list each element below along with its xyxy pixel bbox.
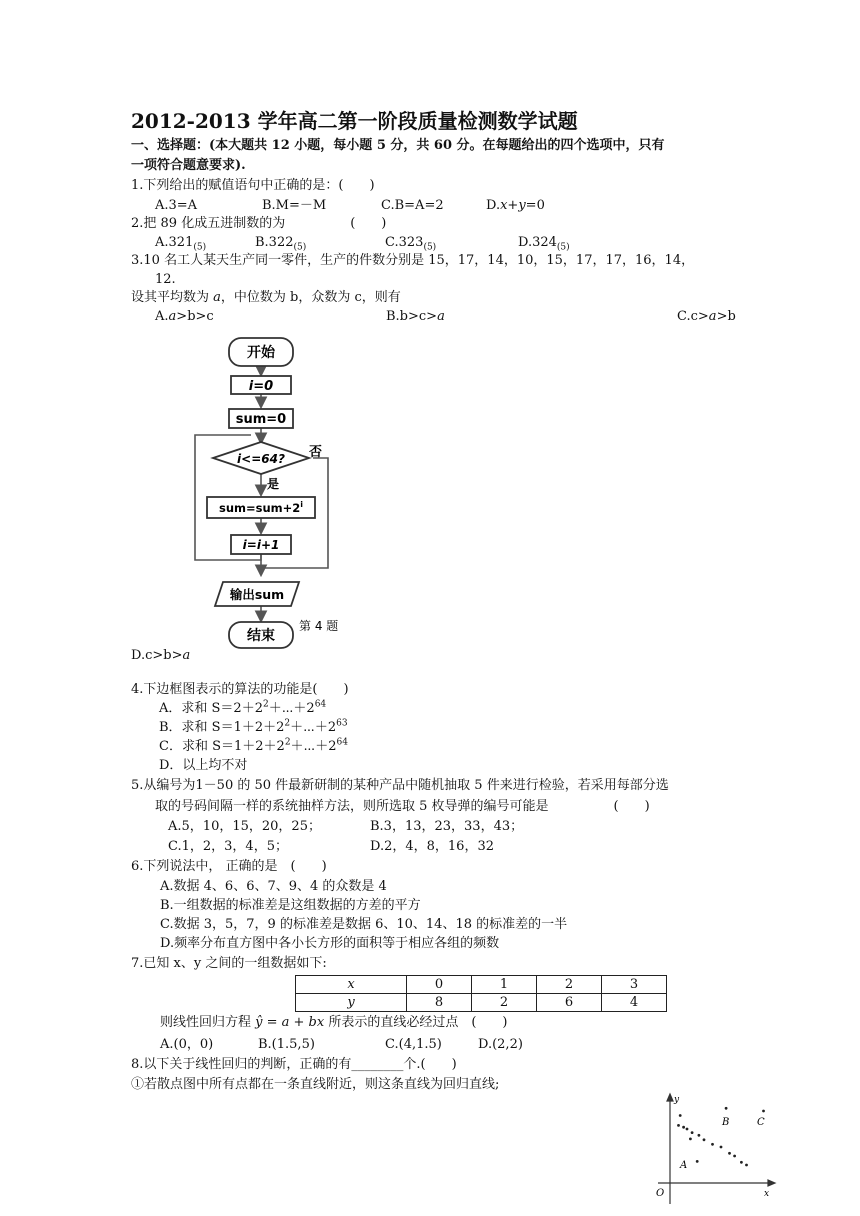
q5-option-a: A.5，10，15，20，25； bbox=[168, 819, 321, 834]
flowchart-caption: 第 4 题 bbox=[299, 619, 339, 633]
scatter-point bbox=[703, 1138, 706, 1141]
flowchart-body-text bbox=[219, 500, 303, 515]
scatter-points bbox=[677, 1107, 765, 1167]
q4-option-c bbox=[159, 738, 348, 756]
q2-b-base: (5) bbox=[293, 242, 307, 253]
y-axis-arrow bbox=[667, 1094, 673, 1101]
page-title: 2012-2013 学年高二第一阶段质量检测数学试题 bbox=[131, 109, 578, 133]
q1-option-d bbox=[486, 197, 545, 215]
q2-option-d bbox=[518, 234, 570, 252]
q1-option-a: A.3=A bbox=[155, 198, 198, 213]
table-cell: 0 bbox=[407, 976, 472, 994]
q4-a-text: A．求和 S＝2＋2 bbox=[159, 701, 263, 716]
scatter-point bbox=[711, 1143, 714, 1146]
q1-d-prefix: D. bbox=[486, 198, 501, 213]
scatter-point bbox=[691, 1131, 694, 1134]
q5-line2: 取的号码间隔一样的系统抽样方法，则所选取 5 枚导弹的编号可能是 ( ) bbox=[155, 799, 650, 814]
q3-line3 bbox=[131, 289, 401, 307]
q6-option-b: B.一组数据的标准差是这组数据的方差的平方 bbox=[160, 898, 421, 913]
q3-b-text: B.b>c> bbox=[386, 309, 438, 324]
q3-line3-suffix: ，中位数为 b，众数为 c，则有 bbox=[220, 290, 401, 305]
q3-c-prefix: C.c> bbox=[677, 309, 709, 324]
flowchart-output-text: 输出sum bbox=[229, 587, 285, 602]
q7-line bbox=[160, 1014, 507, 1032]
q7-line-suffix: 所表示的直线必经过点 ( ) bbox=[324, 1015, 508, 1030]
table-cell: 1 bbox=[472, 976, 537, 994]
point-a-label: A bbox=[680, 1160, 688, 1171]
q4-option-a bbox=[159, 700, 326, 718]
q2-option-a bbox=[155, 234, 206, 252]
scatter-point bbox=[686, 1128, 689, 1131]
q3-line3-prefix: 设其平均数为 bbox=[131, 290, 214, 305]
scatter-point bbox=[733, 1155, 736, 1158]
q4-c-sup: 2 bbox=[284, 737, 291, 748]
q4-b-sup: 2 bbox=[284, 718, 291, 729]
q3-a-suffix: >b>c bbox=[176, 309, 214, 324]
q4-b-tail: ＋⋯＋2 bbox=[290, 720, 337, 735]
q1-option-c: C.B=A=2 bbox=[381, 198, 444, 213]
q4-b-exp: 63 bbox=[336, 718, 348, 729]
q3-a-prefix: A. bbox=[155, 309, 169, 324]
scatter-point bbox=[740, 1161, 743, 1164]
q4-c-tail: ＋⋯＋2 bbox=[290, 739, 337, 754]
q2-b-text: B.322 bbox=[255, 235, 294, 250]
origin-label: O bbox=[656, 1188, 665, 1199]
scatter-point bbox=[745, 1164, 748, 1167]
scatter-point bbox=[696, 1160, 699, 1163]
q3-d-var: a bbox=[182, 648, 191, 663]
scatter-plot bbox=[640, 1092, 780, 1210]
q2-d-base: (5) bbox=[556, 242, 570, 253]
q1-stem: 1.下列给出的赋值语句中正确的是：( ) bbox=[131, 178, 375, 193]
q2-c-base: (5) bbox=[423, 242, 437, 253]
scatter-point bbox=[725, 1107, 728, 1110]
q3-c-suffix: >b bbox=[716, 309, 736, 324]
q3-line2: 12. bbox=[155, 272, 176, 287]
scatter-point bbox=[762, 1110, 765, 1113]
scatter-point bbox=[720, 1146, 723, 1149]
q4-option-d: D．以上均不对 bbox=[159, 758, 248, 773]
flowchart-start-text: 开始 bbox=[247, 345, 275, 361]
x-axis-arrow bbox=[768, 1180, 775, 1186]
flowchart-diagram bbox=[185, 328, 365, 658]
q4-a-sup: 2 bbox=[262, 699, 269, 710]
q4-stem: 4.下边框图表示的算法的功能是( ) bbox=[131, 682, 349, 697]
q2-c-text: C.323 bbox=[385, 235, 424, 250]
flowchart-increment-text: i=i+1 bbox=[242, 538, 280, 552]
q7-line-prefix: 则线性回归方程 bbox=[160, 1015, 256, 1030]
q4-b-text: B．求和 S＝1＋2＋2 bbox=[159, 720, 285, 735]
scatter-point bbox=[698, 1134, 701, 1137]
q2-option-c bbox=[385, 234, 436, 252]
table-cell: 8 bbox=[407, 994, 472, 1012]
q6-option-a: A.数据 4、6、6、7、9、4 的众数是 4 bbox=[160, 879, 387, 894]
q7-data-table bbox=[295, 975, 667, 1012]
section-header-line2: 一项符合题意要求). bbox=[131, 158, 246, 173]
q7-option-b: B.(1.5,5) bbox=[258, 1037, 315, 1052]
q5-line1: 5.从编号为1－50 的 50 件最新研制的某种产品中随机抽取 5 件来进行检验，若采用每部分选 bbox=[131, 778, 669, 793]
q2-option-b bbox=[255, 234, 306, 252]
q3-d-text: D.c>b> bbox=[131, 648, 183, 663]
q3-option-a bbox=[155, 308, 214, 326]
table-cell: 6 bbox=[537, 994, 602, 1012]
q3-c-var: a bbox=[708, 309, 717, 324]
q8-stem: 8.以下关于线性回归的判断，正确的有________个.( ) bbox=[131, 1057, 457, 1072]
table-header-cell: y bbox=[296, 994, 407, 1012]
scatter-point bbox=[682, 1126, 685, 1129]
scatter-point bbox=[728, 1152, 731, 1155]
q7-equation: ŷ = a + bx bbox=[255, 1015, 325, 1030]
q4-a-exp: 64 bbox=[314, 699, 327, 710]
q3-option-b bbox=[386, 308, 445, 326]
q3-b-var: a bbox=[437, 309, 445, 324]
q1-d-suffix: =0 bbox=[525, 198, 545, 213]
q4-c-text: C．求和 S＝1＋2＋2 bbox=[159, 739, 285, 754]
flowchart-body-sup: i bbox=[300, 500, 304, 509]
q7-option-a: A.(0，0) bbox=[160, 1037, 214, 1052]
flowchart-yes-label: 是 bbox=[267, 477, 280, 491]
point-c-label: C bbox=[757, 1117, 765, 1128]
table-row bbox=[296, 976, 667, 994]
q4-c-exp: 64 bbox=[336, 737, 348, 748]
y-axis-label: y bbox=[674, 1095, 680, 1105]
q7-option-c: C.(4,1.5) bbox=[385, 1037, 442, 1052]
q1-option-b: B.M=－M bbox=[262, 198, 327, 213]
q3-option-d bbox=[131, 647, 190, 665]
table-cell: 3 bbox=[602, 976, 667, 994]
q2-a-base: (5) bbox=[193, 242, 207, 253]
q3-a-var: a bbox=[168, 309, 177, 324]
q1-d-math: x+y bbox=[500, 198, 526, 213]
x-axis-label: x bbox=[764, 1189, 770, 1199]
q8-item1: ①若散点图中所有点都在一条直线附近，则这条直线为回归直线; bbox=[131, 1077, 500, 1092]
table-row bbox=[296, 994, 667, 1012]
table-header-cell: x bbox=[296, 976, 407, 994]
flowchart-decision-text: i<=64? bbox=[237, 452, 285, 466]
flowchart-init-sum-text: sum=0 bbox=[235, 412, 287, 427]
flowchart-end-text: 结束 bbox=[247, 628, 275, 644]
q2-d-text: D.324 bbox=[518, 235, 557, 250]
table-cell: 2 bbox=[537, 976, 602, 994]
q5-option-d: D.2，4，8，16，32 bbox=[370, 839, 494, 854]
q7-stem: 7.已知 x、y 之间的一组数据如下: bbox=[131, 956, 327, 971]
q5-option-b: B.3，13，23，33，43； bbox=[370, 819, 524, 834]
q6-stem: 6.下列说法中， 正确的是 ( ) bbox=[131, 859, 327, 874]
q4-option-b bbox=[159, 719, 348, 737]
section-header-line1: 一、选择题：(本大题共 12 小题，每小题 5 分，共 60 分。在每题给出的四个选项中，只有 bbox=[131, 138, 665, 153]
scatter-point bbox=[679, 1114, 682, 1117]
q2-stem: 2.把 89 化成五进制数的为 ( ) bbox=[131, 216, 387, 231]
q3-option-c bbox=[677, 308, 736, 326]
flowchart-init-i-text: i=0 bbox=[248, 379, 274, 394]
q6-option-c: C.数据 3，5，7，9 的标准差是数据 6、10、14、18 的标准差的一半 bbox=[160, 917, 568, 932]
q3-line1: 3.10 名工人某天生产同一零件，生产的件数分别是 15，17，14，10，15，17，17，16，14， bbox=[131, 253, 695, 268]
table-cell: 4 bbox=[602, 994, 667, 1012]
q4-a-tail: ＋⋯＋2 bbox=[268, 701, 315, 716]
point-b-label: B bbox=[722, 1117, 730, 1128]
q3-var-a: a bbox=[213, 290, 221, 305]
scatter-point bbox=[689, 1138, 692, 1141]
flowchart-no-label: 否 bbox=[309, 445, 323, 460]
flowchart-body-main: sum=sum+2 bbox=[218, 501, 301, 515]
scatter-point bbox=[677, 1124, 680, 1127]
table-cell: 2 bbox=[472, 994, 537, 1012]
q7-option-d: D.(2,2) bbox=[478, 1037, 523, 1052]
q5-option-c: C.1，2，3，4，5； bbox=[168, 839, 288, 854]
q2-a-text: A.321 bbox=[155, 235, 194, 250]
q6-option-d: D.频率分布直方图中各小长方形的面积等于相应各组的频数 bbox=[160, 936, 500, 951]
